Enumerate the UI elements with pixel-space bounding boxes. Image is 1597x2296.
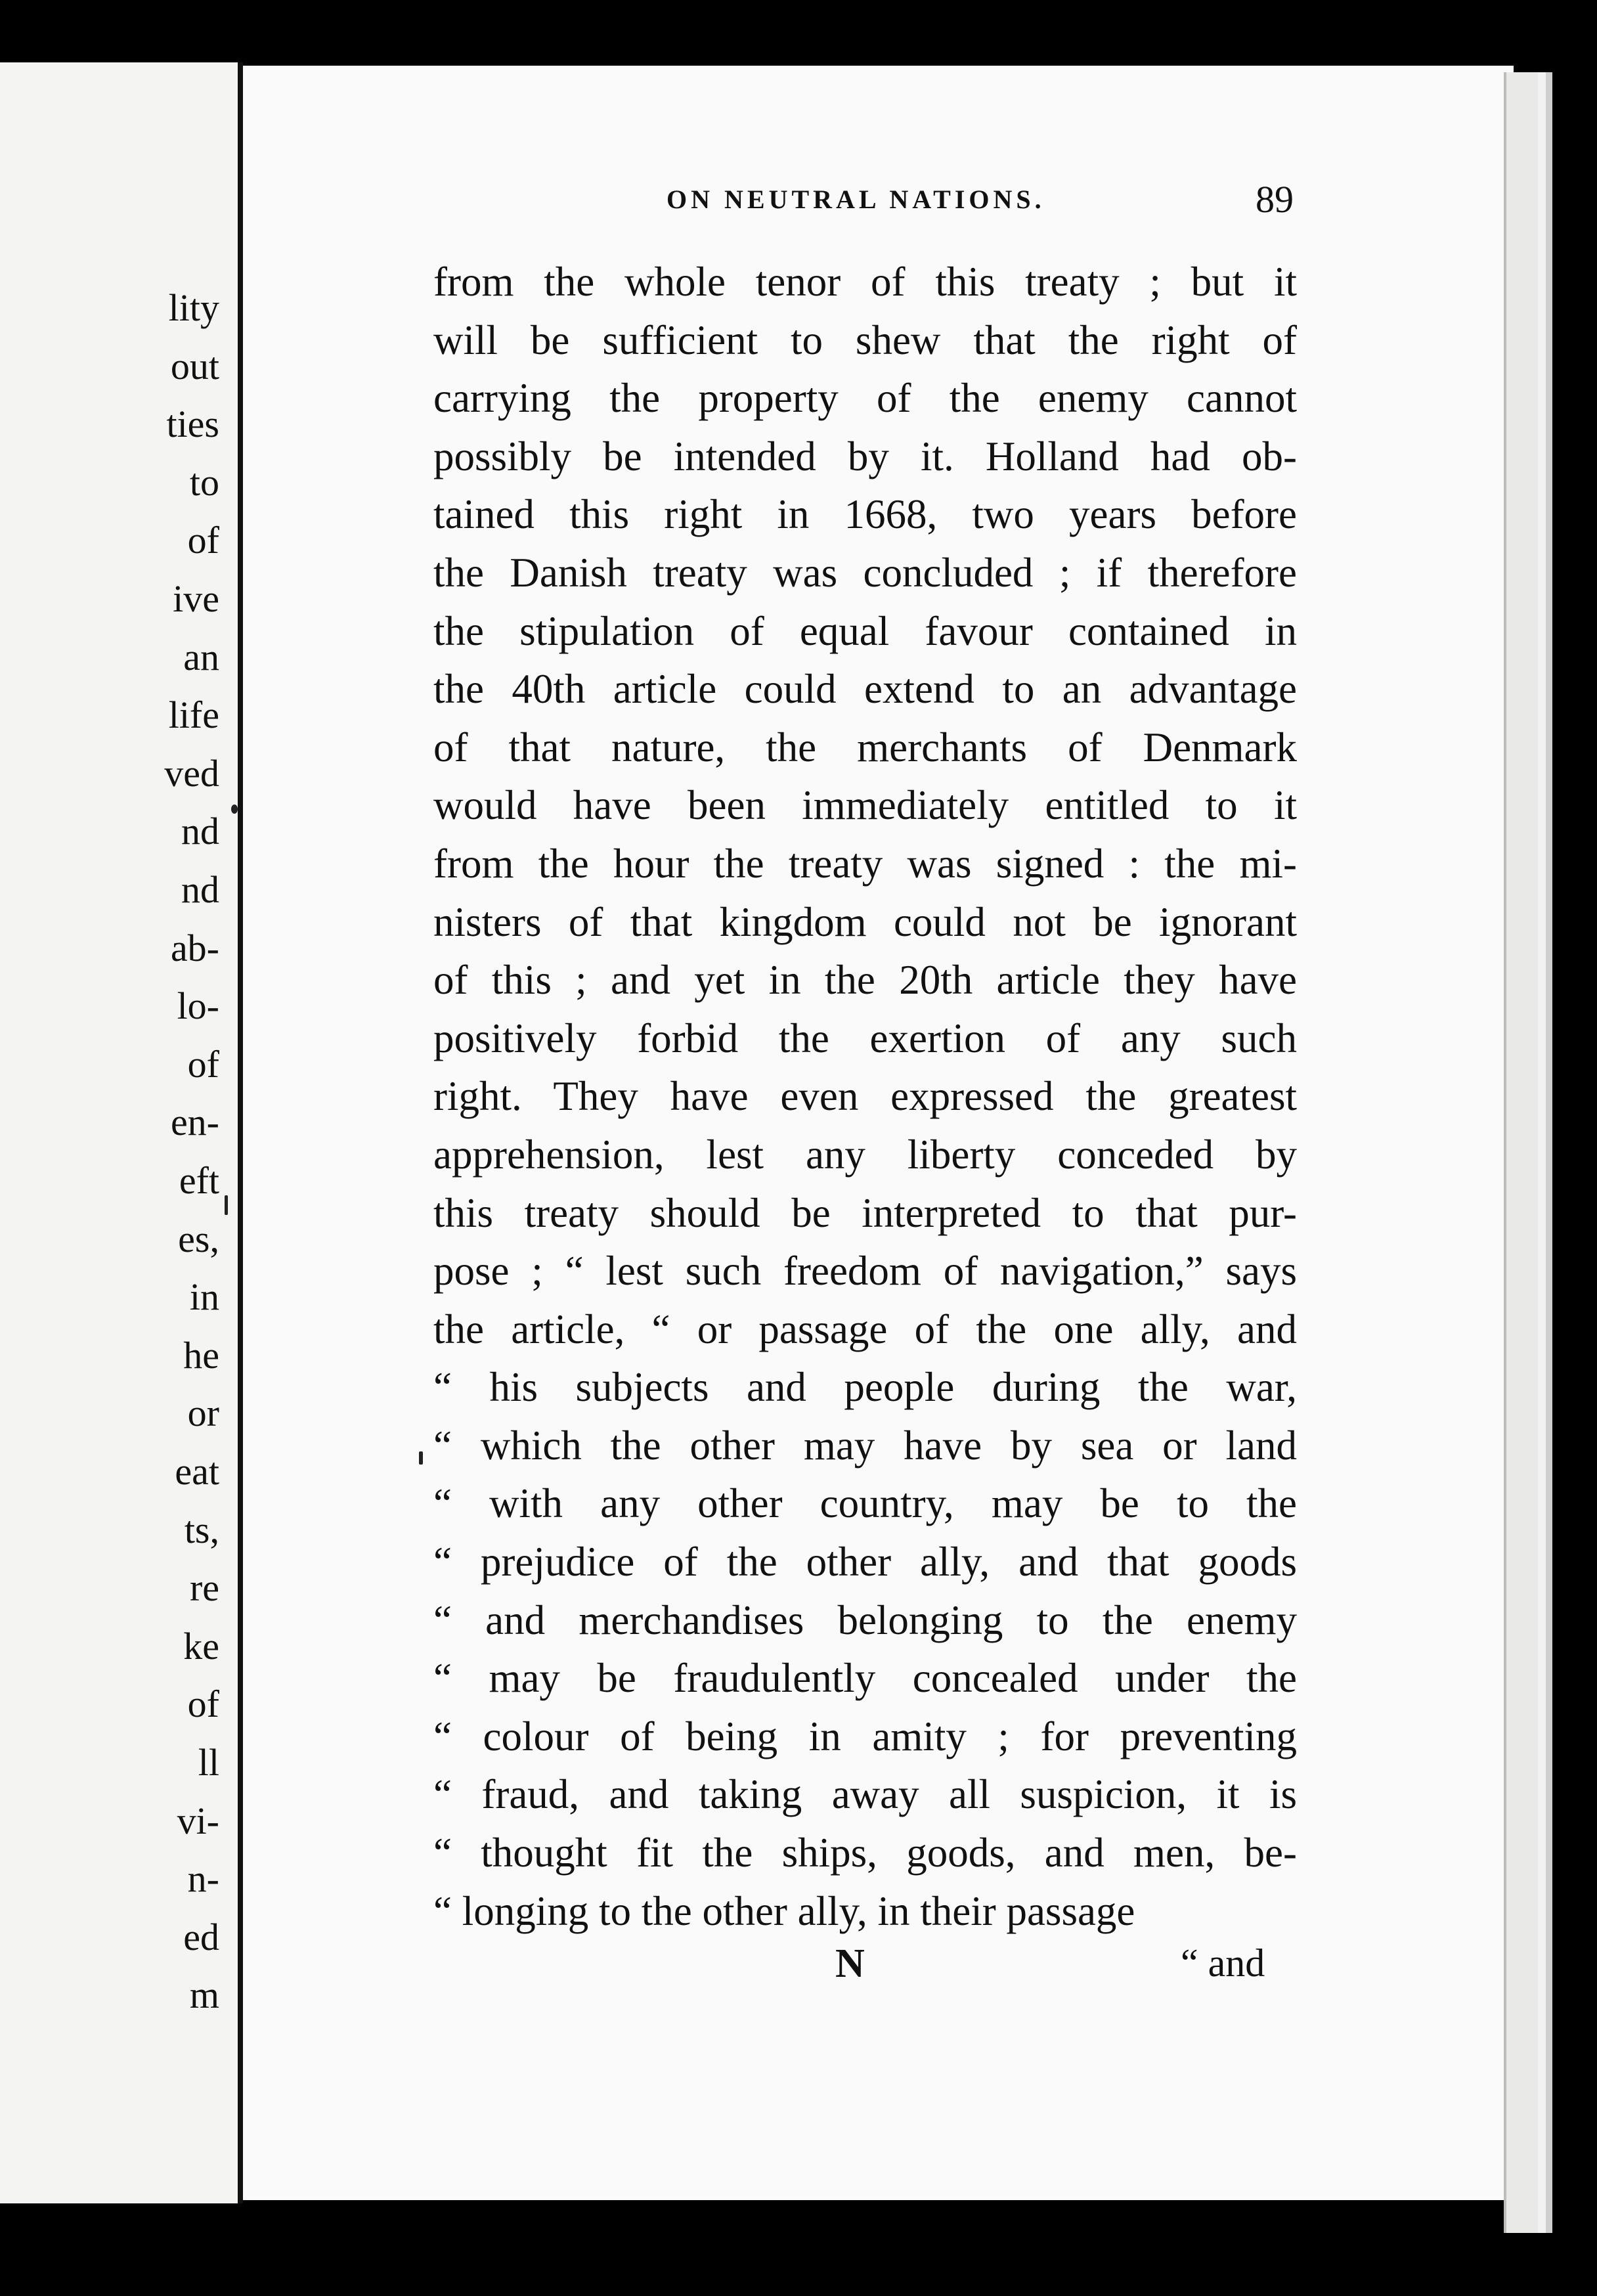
- text-line: tained this right in 1668, two years before: [433, 491, 1297, 538]
- text-line: this treaty should be interpreted to that pur-: [433, 1189, 1297, 1236]
- text-line: “ fraud, and taking away all suspicion, it is: [433, 1771, 1297, 1818]
- text-line: right. They have even expressed the greatest: [433, 1073, 1297, 1120]
- facing-page-line: vi-: [177, 1799, 219, 1842]
- facing-page-line: ed: [183, 1915, 219, 1958]
- text-line: “ prejudice of the other ally, and that goods: [433, 1539, 1297, 1585]
- text-line: would have been immediately entitled to it: [433, 782, 1297, 829]
- text-line: the Danish treaty was concluded ; if therefore: [433, 549, 1297, 596]
- facing-page-line: of: [187, 519, 219, 562]
- facing-page-line: lity: [168, 286, 219, 329]
- facing-page-line: in: [189, 1275, 219, 1319]
- text-line: apprehension, lest any liberty conceded by: [433, 1131, 1297, 1178]
- facing-page-line: en-: [170, 1101, 219, 1144]
- facing-page-line: life: [168, 694, 219, 737]
- facing-page-line: eft: [179, 1159, 219, 1202]
- page-number: 89: [1256, 178, 1294, 221]
- text-line: the 40th article could extend to an advantage: [433, 666, 1297, 713]
- running-head: ON NEUTRAL NATIONS.: [667, 185, 1045, 214]
- facing-page-line: nd: [181, 810, 219, 853]
- signature-mark: N: [835, 1941, 865, 1986]
- ink-speck: [419, 1451, 423, 1465]
- facing-page-line: out: [170, 344, 219, 387]
- text-line: positively forbid the exertion of any such: [433, 1015, 1297, 1061]
- facing-page: [0, 62, 243, 2203]
- text-line: of that nature, the merchants of Denmark: [433, 724, 1297, 770]
- text-line: will be sufficient to shew that the right of: [433, 317, 1297, 363]
- text-line: the article, “ or passage of the one ally, and: [433, 1306, 1297, 1352]
- facing-page-line: re: [189, 1566, 219, 1610]
- facing-page-line: ties: [166, 403, 219, 446]
- facing-page-line: ved: [164, 751, 219, 795]
- text-line: “ may be fraudulently concealed under the: [433, 1655, 1297, 1702]
- text-line: of this ; and yet in the 20th article they have: [433, 957, 1297, 1004]
- ink-speck: [231, 805, 238, 814]
- facing-page-line: ive: [173, 577, 219, 620]
- text-line: “ his subjects and people during the war,: [433, 1364, 1297, 1411]
- text-line: “ with any other country, may be to the: [433, 1480, 1297, 1527]
- text-line: nisters of that kingdom could not be ignorant: [433, 898, 1297, 945]
- text-line: “ longing to the other ally, in their passage: [433, 1888, 1135, 1934]
- facing-page-line: to: [189, 460, 219, 504]
- text-line: “ thought fit the ships, goods, and men, be-: [433, 1830, 1297, 1876]
- facing-page-line: of: [187, 1683, 219, 1726]
- text-line: “ which the other may have by sea or land: [433, 1422, 1297, 1468]
- catchword: “ and: [1181, 1941, 1265, 1985]
- facing-page-line: ts,: [184, 1508, 219, 1551]
- facing-page-line: of: [187, 1042, 219, 1086]
- facing-page-line: he: [183, 1333, 219, 1377]
- text-line: from the whole tenor of this treaty ; but it: [433, 259, 1297, 305]
- text-line: the stipulation of equal favour contained in: [433, 607, 1297, 654]
- facing-page-line: m: [189, 1974, 219, 2017]
- facing-page-line: ll: [198, 1741, 219, 1784]
- body-text: [433, 253, 1297, 1940]
- text-line: from the hour the treaty was signed : the mi-: [433, 840, 1297, 887]
- facing-page-line: ke: [183, 1624, 219, 1667]
- text-line: possibly be intended by it. Holland had ob-: [433, 433, 1297, 479]
- page-edge: [1504, 72, 1552, 2233]
- facing-page-line: nd: [181, 868, 219, 911]
- facing-page-line: n-: [187, 1857, 219, 1901]
- text-line: “ colour of being in amity ; for preventing: [433, 1713, 1297, 1759]
- facing-page-line: ab-: [170, 926, 219, 969]
- facing-page-line: eat: [175, 1450, 219, 1493]
- facing-page-line: an: [183, 635, 219, 678]
- text-line: pose ; “ lest such freedom of navigation,” says: [433, 1248, 1297, 1294]
- facing-page-line: or: [187, 1392, 219, 1435]
- facing-page-line: lo-: [177, 984, 219, 1028]
- ink-speck: [225, 1195, 228, 1215]
- facing-page-line: es,: [178, 1217, 219, 1260]
- text-line: “ and merchandises belonging to the enemy: [433, 1597, 1297, 1643]
- text-line: carrying the property of the enemy cannot: [433, 375, 1297, 422]
